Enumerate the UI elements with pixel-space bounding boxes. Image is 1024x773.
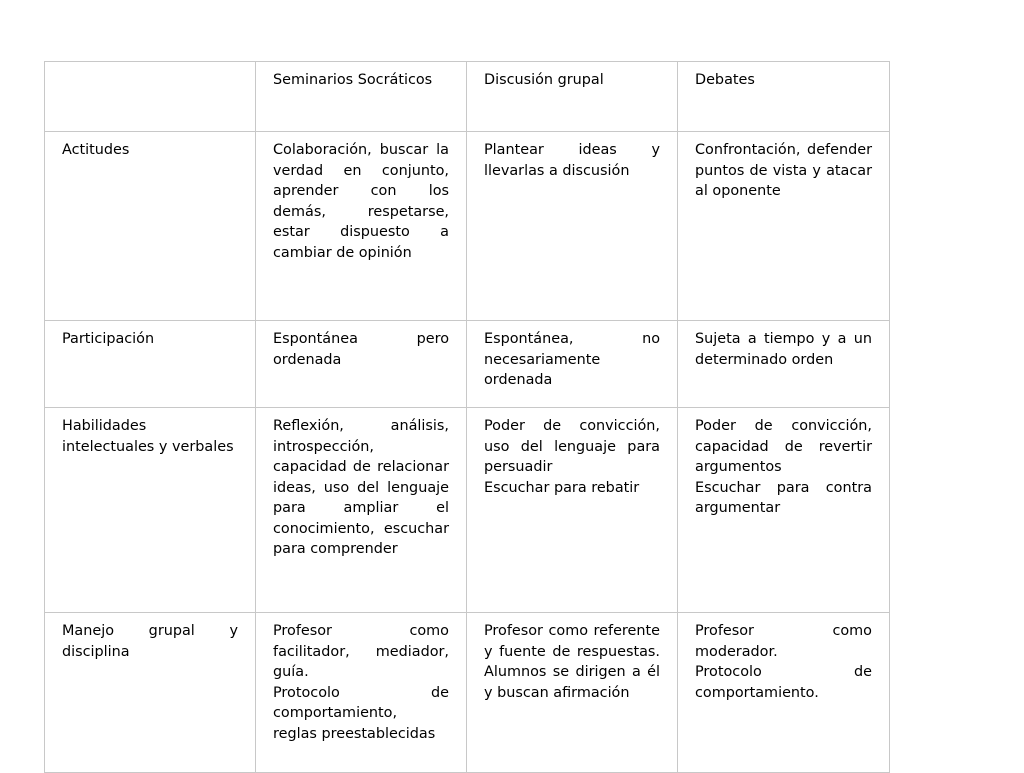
cell-line: Poder de convicción, capacidad de revertir argumentos [695, 418, 872, 475]
cell-line: Escuchar para contra argumentar [695, 479, 872, 516]
cell-discusion: Profesor como referente y fuente de respuestas. Alumnos se dirigen a él y buscan afirmación [467, 613, 678, 773]
cell-discusion: Espontánea, no necesariamente ordenada [467, 321, 678, 408]
table-row [45, 613, 890, 773]
cell-line: Escuchar para rebatir [484, 479, 640, 496]
table-row [45, 132, 890, 321]
cell-debates [678, 613, 890, 773]
cell-discusion [467, 408, 678, 613]
row-label: Manejo grupal y disciplina [45, 613, 256, 773]
row-label: Habilidades intelectuales y verbales [45, 408, 256, 613]
cell-line: Protocolo de comportamiento, [273, 684, 449, 721]
cell-line: Profesor como moderador. [695, 623, 872, 660]
cell-seminarios: Espontánea pero ordenada [256, 321, 467, 408]
table-row [45, 408, 890, 613]
cell-seminarios: Colaboración, buscar la verdad en conjunto, aprender con los demás, respetarse, estar dispuesto a cambiar de opinión [256, 132, 467, 321]
cell-seminarios: Reflexión, análisis, introspección, capacidad de relacionar ideas, uso del lenguaje para ampliar el conocimiento, escuchar para comprender [256, 408, 467, 613]
cell-line: Protocolo de comportamiento. [695, 664, 872, 701]
comparison-table [44, 61, 890, 773]
cell-debates [678, 408, 890, 613]
cell-debates: Confrontación, defender puntos de vista y atacar al oponente [678, 132, 890, 321]
cell-seminarios [256, 613, 467, 773]
cell-debates: Sujeta a tiempo y a un determinado orden [678, 321, 890, 408]
table-row [45, 321, 890, 408]
header-cell-empty [45, 62, 256, 132]
header-cell-discusion: Discusión grupal [467, 62, 678, 132]
header-cell-debates: Debates [678, 62, 890, 132]
cell-discusion: Plantear ideas y llevarlas a discusión [467, 132, 678, 321]
cell-line: Poder de convicción, uso del lenguaje para persuadir [484, 418, 660, 475]
header-cell-seminarios: Seminarios Socráticos [256, 62, 467, 132]
row-label: Actitudes [45, 132, 256, 321]
row-label: Participación [45, 321, 256, 408]
cell-line: Profesor como facilitador, mediador, guía. [273, 623, 449, 680]
header-row [45, 62, 890, 132]
cell-line: reglas preestablecidas [273, 725, 436, 742]
